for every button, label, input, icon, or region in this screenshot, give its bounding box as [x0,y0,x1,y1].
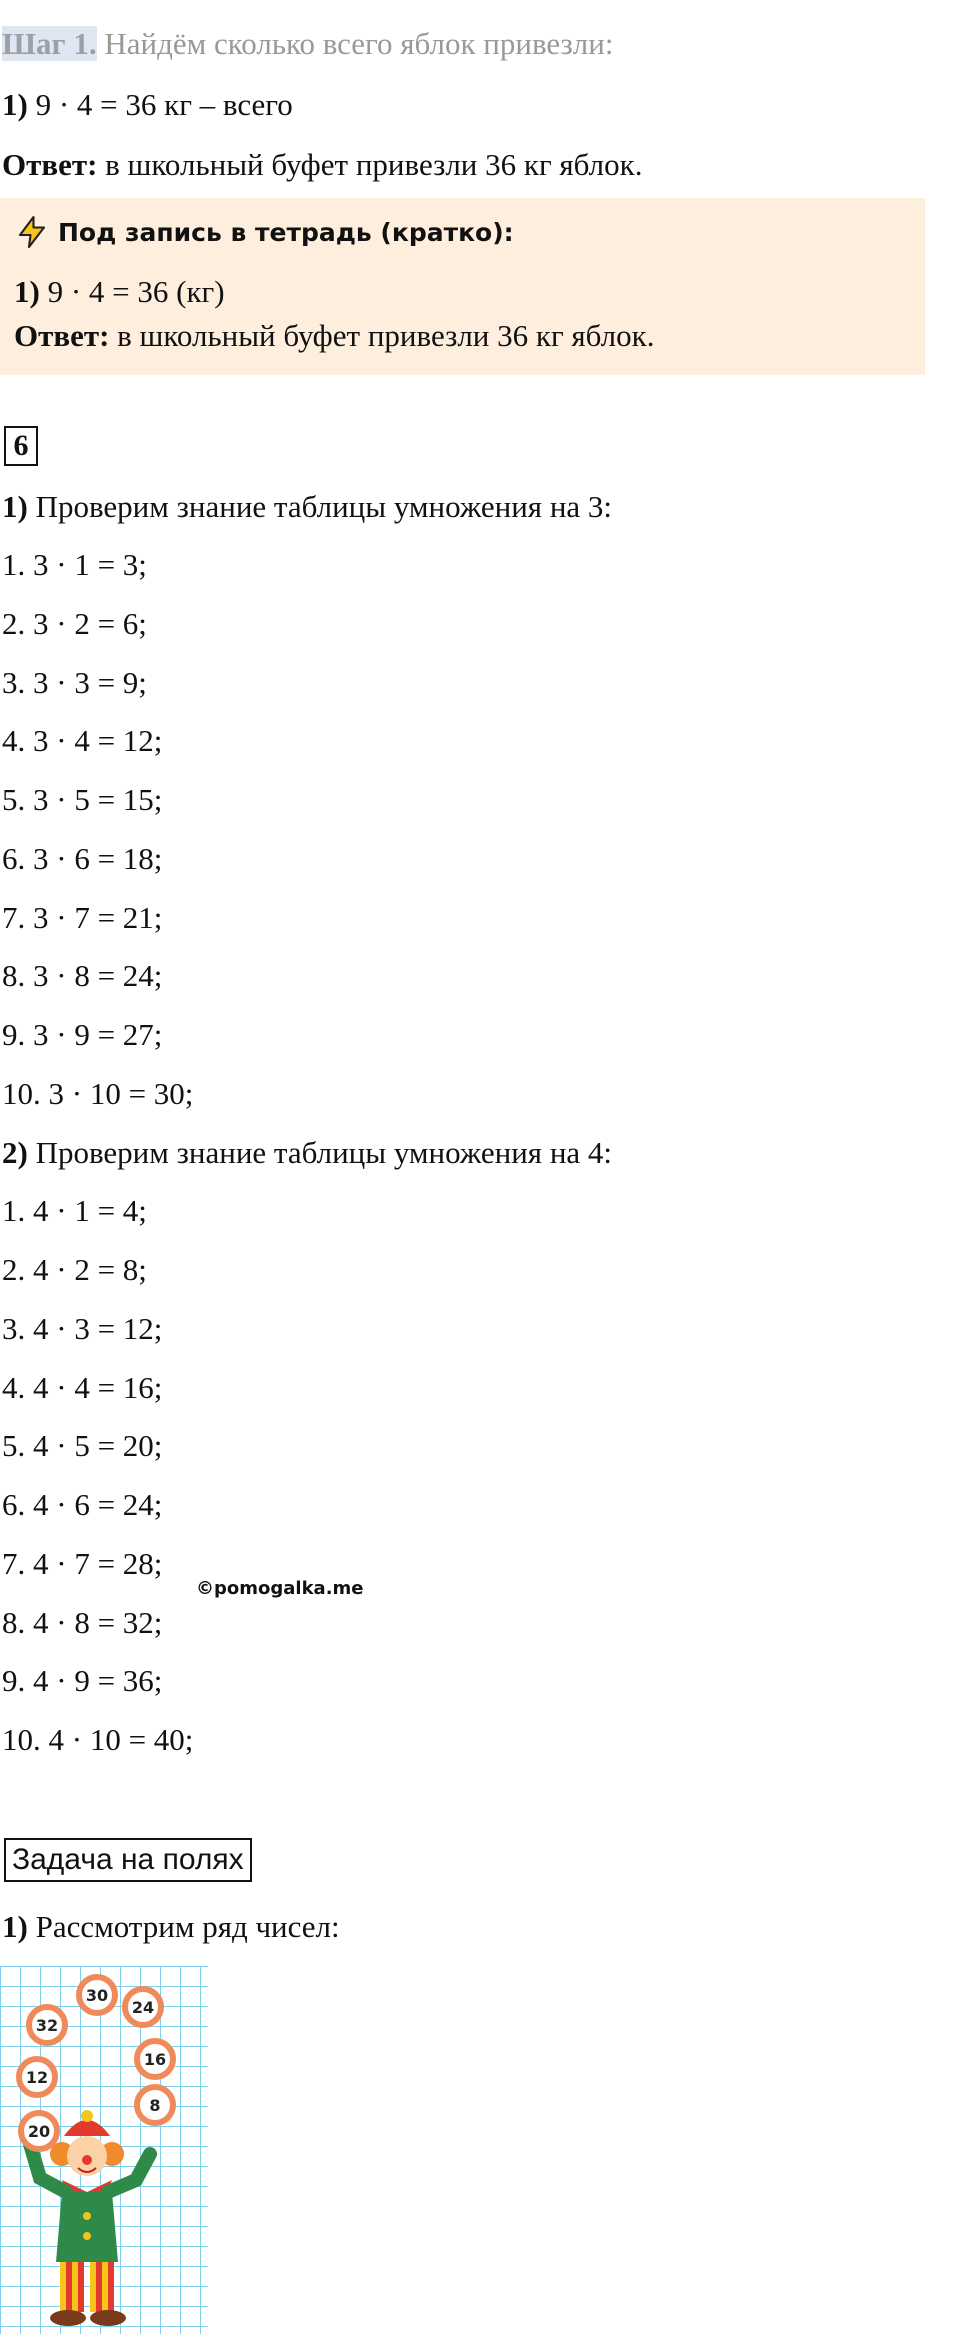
notebook-title: Под запись в тетрадь (кратко): [58,217,514,247]
lightning-icon [14,214,50,250]
task6-part1-heading [2,488,612,526]
notebook-answer-text: в школьный буфет привезли 36 кг яблок. [117,318,655,353]
table3-row: 6. 3 · 6 = 18; [2,841,163,876]
ball-number: 12 [25,2067,49,2087]
margin-part1-heading [2,1908,340,1946]
table3-row: 5. 3 · 5 = 15; [2,782,163,817]
notebook-line-text: 9 · 4 = 36 (кг) [47,274,225,309]
clown-juggling-illustration [0,1966,208,2334]
step-heading [2,26,613,62]
part2-text: Проверим знание таблицы умножения на 4: [35,1135,613,1170]
step-text: Найдём сколько всего яблок привезли: [104,26,614,61]
watermark: ©pomogalka.me [196,1578,364,1599]
notebook-heading [14,212,514,252]
notebook-box [0,198,925,375]
table4-row: 9. 4 · 9 = 36; [2,1663,163,1698]
calc-line [2,86,293,124]
table4-row: 8. 4 · 8 = 32; [2,1605,163,1640]
table3-row: 10. 3 · 10 = 30; [2,1076,194,1111]
margin-task-title: Задача на полях [4,1838,252,1882]
number-ball [76,1974,118,2016]
table3-row: 7. 3 · 7 = 21; [2,900,163,935]
table4-row: 4. 4 · 4 = 16; [2,1370,163,1405]
notebook-answer-label: Ответ: [14,318,110,353]
ball-number: 8 [149,2095,161,2115]
ball-number: 30 [85,1985,109,2005]
number-ball [18,2110,60,2152]
table4-row: 7. 4 · 7 = 28; [2,1546,163,1581]
part2-number: 2) [2,1135,28,1170]
table3-row: 9. 3 · 9 = 27; [2,1017,163,1052]
notebook-line [14,274,225,310]
ball-number: 24 [131,1997,155,2017]
number-ball [134,2038,176,2080]
step-label: Шаг 1. [2,26,97,61]
part1-number: 1) [2,489,28,524]
number-ball [26,2004,68,2046]
calc-number: 1) [2,87,28,122]
table4-row: 3. 4 · 3 = 12; [2,1311,163,1346]
number-ball [16,2056,58,2098]
task6-part2-heading [2,1134,612,1172]
answer-text: в школьный буфет привезли 36 кг яблок. [105,147,643,182]
table4-row: 6. 4 · 6 = 24; [2,1487,163,1522]
table4-row: 1. 4 · 1 = 4; [2,1193,147,1228]
table4-row: 2. 4 · 2 = 8; [2,1252,147,1287]
ball-number: 16 [143,2049,167,2069]
number-ball [122,1986,164,2028]
task-number: 6 [4,426,38,466]
table3-row: 4. 3 · 4 = 12; [2,723,163,758]
margin-part1-number: 1) [2,1909,28,1944]
notebook-answer [14,318,654,354]
number-ball [134,2084,176,2126]
margin-part1-text: Рассмотрим ряд чисел: [35,1909,340,1944]
table3-row: 8. 3 · 8 = 24; [2,958,163,993]
table3-row: 2. 3 · 2 = 6; [2,606,147,641]
table3-row: 3. 3 · 3 = 9; [2,665,147,700]
notebook-line-number: 1) [14,274,40,309]
ball-number: 32 [35,2015,59,2035]
answer-label: Ответ: [2,147,98,182]
table4-row: 10. 4 · 10 = 40; [2,1722,194,1757]
part1-text: Проверим знание таблицы умножения на 3: [35,489,613,524]
calc-text: 9 · 4 = 36 кг – всего [35,87,293,122]
table3-row: 1. 3 · 1 = 3; [2,547,147,582]
ball-number: 20 [27,2121,51,2141]
answer-line [2,146,642,184]
table4-row: 5. 4 · 5 = 20; [2,1428,163,1463]
